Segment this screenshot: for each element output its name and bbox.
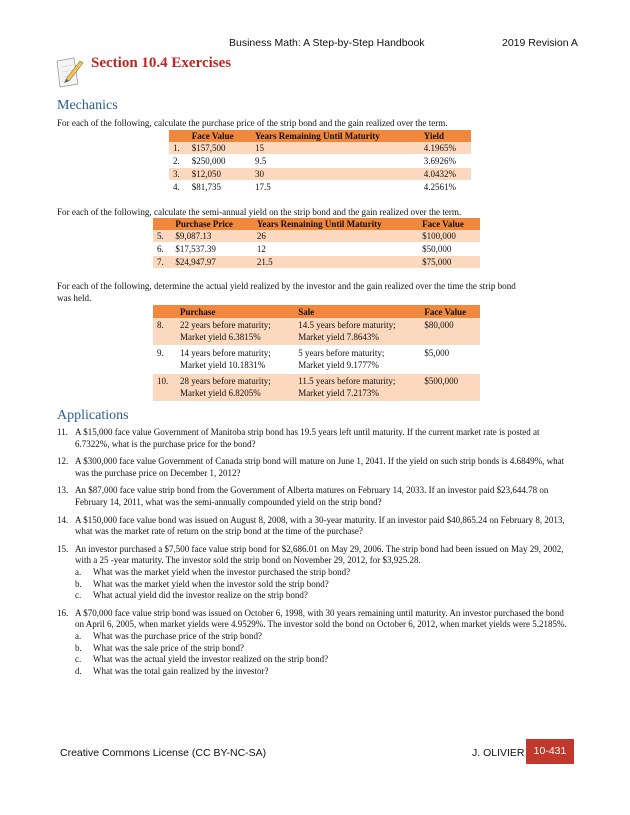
table-cell: 26 xyxy=(253,230,418,243)
question-item xyxy=(57,427,573,450)
sub-question-letter: a. xyxy=(75,630,82,641)
question-text: A $150,000 face value bond was issued on August 8, 2008, with a 30-year maturity. If an investor paid $40,865.24 on February 8, 2013, what was the market rate of return on the strip bond at the time of the purchase? xyxy=(75,514,565,537)
table-3-header-cell: Sale xyxy=(294,305,420,318)
sale-timing: 14.5 years before maturity; xyxy=(298,320,396,330)
table-row xyxy=(169,155,471,168)
table-cell: $250,000 xyxy=(188,155,251,168)
table-cell: $81,735 xyxy=(188,181,251,194)
sub-question xyxy=(75,643,573,655)
table-cell: 12 xyxy=(253,243,418,256)
table-2 xyxy=(153,218,480,269)
table-cell: 4.0432% xyxy=(420,168,471,181)
table-row xyxy=(169,181,471,194)
table-1 xyxy=(169,130,471,194)
table-3-header-cell: Purchase xyxy=(176,305,294,318)
table-1-header-cell: Years Remaining Until Maturity xyxy=(251,130,420,142)
question-text: A $70,000 face value strip bond was issued on October 6, 1998, with 30 years remaining until maturity. An investor purchased the bond on April 6, 2005, when market yields were 4.9529%. The investor sold the bond on October 6, 2012, when market yields were 5.2185%. xyxy=(75,607,567,630)
table-cell: $12,050 xyxy=(188,168,251,181)
sub-question xyxy=(75,654,573,666)
sale-cell xyxy=(294,346,420,374)
sub-question-text: What was the total gain realized by the investor? xyxy=(93,665,269,676)
table-cell: 5. xyxy=(153,230,171,243)
sale-yield: Market yield 7.8643% xyxy=(298,331,379,342)
table-row xyxy=(153,230,480,243)
table-cell: 9.5 xyxy=(251,155,420,168)
sub-question xyxy=(75,631,573,643)
table-2-header-row xyxy=(153,218,480,230)
question-text: An $87,000 face value strip bond from the Government of Alberta matures on February 14, 2033. If an investor paid $23,644.78 on February 14, 2011, what was the semi-annually compounded yield on the strip bond? xyxy=(75,485,549,507)
table-row xyxy=(153,256,480,269)
mechanics-intro-1: For each of the following, calculate the purchase price of the strip bond and the gain realized over the term. xyxy=(57,118,448,128)
table-cell: 4.1965% xyxy=(420,142,471,155)
table-3-body xyxy=(153,318,480,402)
table-cell: $9,087.13 xyxy=(171,230,253,243)
question-item xyxy=(57,485,573,508)
sub-question-letter: c. xyxy=(75,590,82,601)
mechanics-heading: Mechanics xyxy=(57,98,118,113)
table-row xyxy=(169,142,471,155)
table-cell: 2. xyxy=(169,155,188,168)
author-name: J. OLIVIER xyxy=(472,747,525,759)
sub-question-text: What was the sale price of the strip bond? xyxy=(93,642,244,653)
sub-question xyxy=(75,567,573,579)
table-cell: $157,500 xyxy=(188,142,251,155)
revision-label: 2019 Revision A xyxy=(502,37,578,49)
purchase-yield: Market yield 6.3815% xyxy=(180,331,261,342)
question-item xyxy=(57,544,573,602)
table-cell: 7. xyxy=(153,256,171,269)
table-1-body xyxy=(169,142,471,194)
table-cell: $75,000 xyxy=(418,256,480,269)
table-row xyxy=(153,374,480,402)
table-row xyxy=(153,318,480,346)
purchase-cell xyxy=(176,346,294,374)
question-number: 15. xyxy=(57,543,69,554)
table-cell: $17,537.39 xyxy=(171,243,253,256)
mechanics-intro-2: For each of the following, calculate the semi-annual yield on the strip bond and the gain realized over the term. xyxy=(57,207,462,217)
purchase-cell xyxy=(176,374,294,402)
table-cell: 21.5 xyxy=(253,256,418,269)
question-number: 13. xyxy=(57,485,69,496)
question-number: 16. xyxy=(57,607,69,618)
table-cell: $50,000 xyxy=(418,243,480,256)
applications-heading: Applications xyxy=(57,408,129,423)
row-number: 8. xyxy=(153,318,176,346)
table-1-header-cell: Yield xyxy=(420,130,471,142)
pencil-paper-icon xyxy=(54,55,84,89)
sale-timing: 11.5 years before maturity; xyxy=(298,376,396,386)
question-text: A $15,000 face value Government of Manitoba strip bond has 19.5 years left until maturity. If the current market rate is posted at 6.7322%, what is the purchase price for the bond? xyxy=(75,427,540,449)
table-cell: 30 xyxy=(251,168,420,181)
table-cell: 3.6926% xyxy=(420,155,471,168)
purchase-yield: Market yield 10.1831% xyxy=(180,359,266,370)
table-3-header-cell xyxy=(153,305,176,318)
purchase-timing: 14 years before maturity; xyxy=(180,348,271,358)
sale-yield: Market yield 9.1777% xyxy=(298,359,379,370)
table-2-header-cell: Face Value xyxy=(418,218,480,230)
question-text: A $300,000 face value Government of Canada strip bond will mature on June 1, 2041. If the yield on such strip bonds is 4.6849%, what was the purchase price on December 1, 2012? xyxy=(75,456,565,478)
table-cell: $100,000 xyxy=(418,230,480,243)
table-cell: 6. xyxy=(153,243,171,256)
mechanics-intro-3b: was held. xyxy=(57,293,92,303)
question-number: 14. xyxy=(57,514,69,525)
question-item xyxy=(57,456,573,479)
sub-question-text: What was the purchase price of the strip bond? xyxy=(93,630,262,641)
table-1-header-row xyxy=(169,130,471,142)
face-value-cell: $80,000 xyxy=(420,318,480,346)
face-value-cell: $5,000 xyxy=(420,346,480,374)
table-row xyxy=(153,243,480,256)
sub-question-letter: b. xyxy=(75,578,82,589)
sale-cell xyxy=(294,318,420,346)
table-1-header-cell: Face Value xyxy=(188,130,251,142)
row-number: 10. xyxy=(153,374,176,402)
sub-question-letter: c. xyxy=(75,654,82,665)
mechanics-intro-3a: For each of the following, determine the actual yield realized by the investor and the gain realized over the time the strip bond xyxy=(57,281,516,291)
page-header xyxy=(0,37,630,51)
purchase-yield: Market yield 6.8205% xyxy=(180,387,261,398)
table-1-header-cell xyxy=(169,130,188,142)
table-2-body xyxy=(153,230,480,269)
question-text: An investor purchased a $7,500 face value strip bond for $2,686.01 on May 29, 2006. The strip bond had been issued on May 29, 2002, with a 25 -year maturity. The investor sold the strip bond on November 29, 2012, for $3,925.28. xyxy=(75,543,564,566)
table-2-header-cell: Years Remaining Until Maturity xyxy=(253,218,418,230)
book-title: Business Math: A Step-by-Step Handbook xyxy=(229,37,425,49)
sale-timing: 5 years before maturity; xyxy=(298,348,385,358)
sale-yield: Market yield 7.2173% xyxy=(298,387,379,398)
question-number: 12. xyxy=(57,456,69,467)
purchase-timing: 22 years before maturity; xyxy=(180,320,271,330)
sub-question-text: What was the actual yield the investor realized on the strip bond? xyxy=(93,654,329,665)
table-cell: 1. xyxy=(169,142,188,155)
table-2-header-cell xyxy=(153,218,171,230)
question-item xyxy=(57,515,573,538)
table-3 xyxy=(153,305,480,402)
page-number-badge: 10-431 xyxy=(526,739,574,764)
table-3-header-cell: Face Value xyxy=(420,305,480,318)
purchase-cell xyxy=(176,318,294,346)
table-row xyxy=(153,346,480,374)
sub-question-letter: b. xyxy=(75,642,82,653)
table-cell: 17.5 xyxy=(251,181,420,194)
question-number: 11. xyxy=(57,427,68,437)
sub-question-letter: a. xyxy=(75,566,82,577)
table-2-header-cell: Purchase Price xyxy=(171,218,253,230)
sub-question-letter: d. xyxy=(75,665,82,676)
row-number: 9. xyxy=(153,346,176,374)
license-text: Creative Commons License (CC BY-NC-SA) xyxy=(60,747,267,759)
sub-question xyxy=(75,579,573,591)
sub-question xyxy=(75,666,573,678)
table-cell: 15 xyxy=(251,142,420,155)
applications-list xyxy=(57,427,573,683)
sub-question-text: What was the market yield when the investor purchased the strip bond? xyxy=(93,566,351,577)
table-cell: 4.2561% xyxy=(420,181,471,194)
section-title: Section 10.4 Exercises xyxy=(91,55,232,71)
face-value-cell: $500,000 xyxy=(420,374,480,402)
sale-cell xyxy=(294,374,420,402)
sub-question-text: What actual yield did the investor realize on the strip bond? xyxy=(93,590,308,601)
table-cell: 3. xyxy=(169,168,188,181)
question-item xyxy=(57,608,573,678)
sub-question-text: What was the market yield when the investor sold the strip bond? xyxy=(93,578,329,589)
table-3-header-row xyxy=(153,305,480,318)
sub-question xyxy=(75,590,573,602)
table-cell: 4. xyxy=(169,181,188,194)
purchase-timing: 28 years before maturity; xyxy=(180,376,271,386)
table-cell: $24,947.97 xyxy=(171,256,253,269)
table-row xyxy=(169,168,471,181)
